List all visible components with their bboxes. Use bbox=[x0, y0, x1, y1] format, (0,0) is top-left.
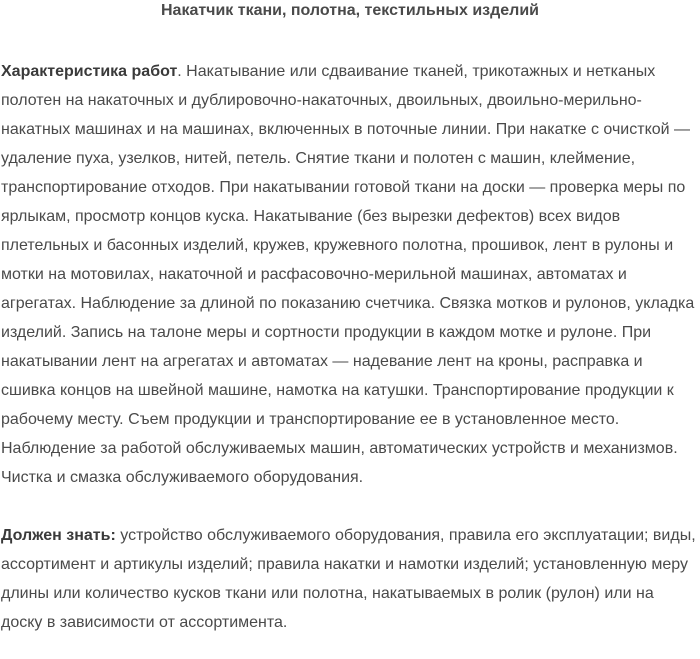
job-description-label: Характеристика работ bbox=[1, 63, 178, 80]
required-knowledge-label: Должен знать: bbox=[1, 527, 116, 544]
document-title: Накатчик ткани, полотна, текстильных изделий bbox=[160, 2, 539, 19]
required-knowledge-paragraph bbox=[0, 521, 700, 637]
job-description-paragraph bbox=[0, 57, 700, 492]
required-knowledge-text: устройство обслуживаемого оборудования, правила его эксплуатации; виды, ассортимент и артикулы изделий; правила накатки и намотки изделий; установленную меру длины или количество кусков ткани или полотна, накатываемых в ролик (рулон) или на доску в зависимости от ассортимента. bbox=[1, 527, 696, 631]
job-description-text: . Накатывание или сдваивание тканей, трикотажных и нетканых полотен на накаточных и дублировочно-накаточных, двоильных, двоильно-мерильно-накатных машинах и на машинах, включенных в поточные линии. При накатке с очисткой — удаление пуха, узелков, нитей, петель. Снятие ткани и полотен с машин, клеймение, транспортирование отходов. При накатывании готовой ткани на доски — проверка меры по ярлыкам, просмотр концов куска. Накатывание (без вырезки дефектов) всех видов плетельных и басонных изделий, кружев, кружевного полотна, прошивок, лент в рулоны и мотки на мотовилах, накаточной и расфасовочно-мерильной машинах, автоматах и агрегатах. Наблюдение за длиной по показанию счетчика. Связка мотков и рулонов, укладка изделий. Запись на талоне меры и сортности продукции в каждом мотке и рулоне. При накатывании лент на агрегатах и автоматах — надевание лент на кроны, расправка и сшивка концов на швейной машине, намотка на катушки. Транспортирование продукции к рабочему месту. Съем продукции и транспортирование ее в установленное место. Наблюдение за работой обслуживаемых машин, автоматических устройств и механизмов. Чистка и смазка обслуживаемого оборудования. bbox=[1, 63, 695, 486]
